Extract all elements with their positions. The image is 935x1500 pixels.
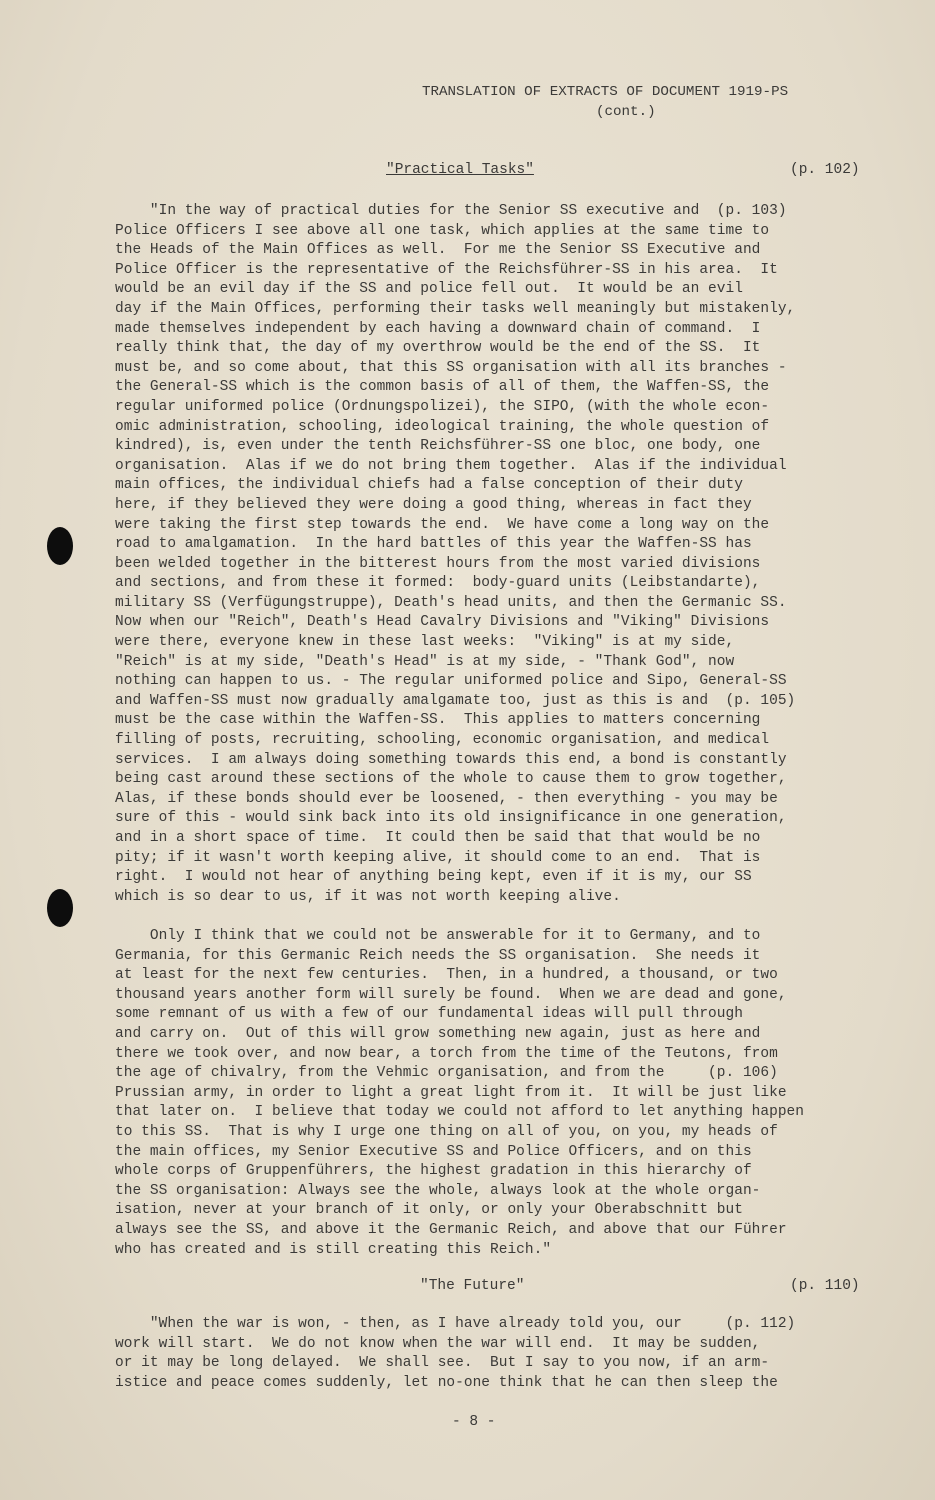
punch-hole-bottom <box>47 889 73 927</box>
section-title: "The Future" <box>420 1278 525 1294</box>
paragraph-practical-duties: "In the way of practical duties for the Senior SS executive and (p. 103) Police Officers I see above all one task, which applies at the same time to the Heads of the Main Offices as well. For me the Senior SS Executive and Police Officer is the representative of the Reichsführer-SS in his area. It would be an evil day if the SS and police fell out. It would be an evil day if the Main Offices, performing their tasks well meaningly but mistakenly, made themselves independent by each having a downward chain of command. I really think that, the day of my overthrow would be the end of the SS. It must be, and so come about, that this SS organisation with all its branches - the General-SS which is the common basis of all of them, the Waffen-SS, the regular uniformed police (Ordnungspolizei), the SIPO, (with the whole econ- omic administration, schooling, ideological training, the whole question of kindred), is, even under the tenth Reichsführer-SS one bloc, one body, one organisation. Alas if we do not bring them together. Alas if the individual main offices, the individual chiefs had a false conception of their duty here, if they believed they were doing a good thing, whereas in fact they were taking the first step towards the end. We have come a long way on the road to amalgamation. In the hard battles of this year the Waffen-SS has been welded together in the bitterest hours from the most varied divisions and sections, and from these it formed: body-guard units (Leibstandarte), military SS (Verfügungstruppe), Death's head units, and then the Germanic SS. Now when our "Reich", Death's Head Cavalry Divisions and "Viking" Divisions were there, everyone knew in these last weeks: "Viking" is at my side, "Reich" is at my side, "Death's Head" is at my side, - "Thank God", now nothing can happen to us. - The regular uniformed police and Sipo, General-SS and Waffen-SS must now gradually amalgamate too, just as this is and (p. 105) must be the case within the Waffen-SS. This applies to matters concerning filling of posts, recruiting, schooling, economic organisation, and medical services. I am always doing something towards this end, a bond is constantly being cast around these sections of the whole to cause them to grow together, Alas, if these bonds should ever be loosened, - then everything - you may be sure of this - would sink back into its old insignificance in one generation, and in a short space of time. It could then be said that that would be no pity; if it wasn't worth keeping alive, it should come to an end. That is right. I would not hear of anything being kept, even if it is my, our SS which is so dear to us, if it was not worth keeping alive. <box>115 203 796 905</box>
section-page-reference: (p. 110) <box>790 1278 860 1294</box>
paragraph-germania: Only I think that we could not be answerable for it to Germany, and to Germania, for this Germanic Reich needs the SS organisation. She needs it at least for the next few centuries. Then, in a hundred, a thousand, or two thousand years another form will surely be found. When we are dead and gone, some remnant of us with a few of our fundamental ideas will pull through and carry on. Out of this will grow something new again, just as here and there we took over, and now bear, a torch from the time of the Teutons, from the age of chivalry, from the Vehmic organisation, and from the (p. 106) Prussian army, in order to light a great light from it. It will be just like that later on. I believe that today we could not afford to let anything happen to this SS. That is why I urge one thing on all of you, on you, my heads of the main offices, my Senior Executive SS and Police Officers, and on this whole corps of Gruppenführers, the highest gradation in this hierarchy of the SS organisation: Always see the whole, always look at the whole organ- isation, never at your branch of it only, or only your Oberabschnitt but always see the SS, and above it the Germanic Reich, and above that our Führer who has created and is still creating this Reich." <box>115 928 804 1258</box>
page-number: - 8 - <box>452 1414 496 1430</box>
document-heading <box>422 82 862 122</box>
punch-hole-top <box>47 527 73 565</box>
section-heading-the-future <box>420 1276 524 1296</box>
section-title: "Practical Tasks" <box>386 162 534 178</box>
section-page-reference: (p. 102) <box>790 162 860 178</box>
heading-continued: (cont.) <box>596 104 656 120</box>
section-heading-practical-tasks <box>386 160 534 180</box>
heading-title: TRANSLATION OF EXTRACTS OF DOCUMENT 1919-PS <box>422 84 789 100</box>
paragraph-war-is-won: "When the war is won, - then, as I have already told you, our (p. 112) work will start. We do not know when the war will end. It may be sudden, or it may be long delayed. We shall see. But I say to you now, if an arm- istice and peace comes suddenly, let no-one think that he can then sleep the <box>115 1316 796 1391</box>
